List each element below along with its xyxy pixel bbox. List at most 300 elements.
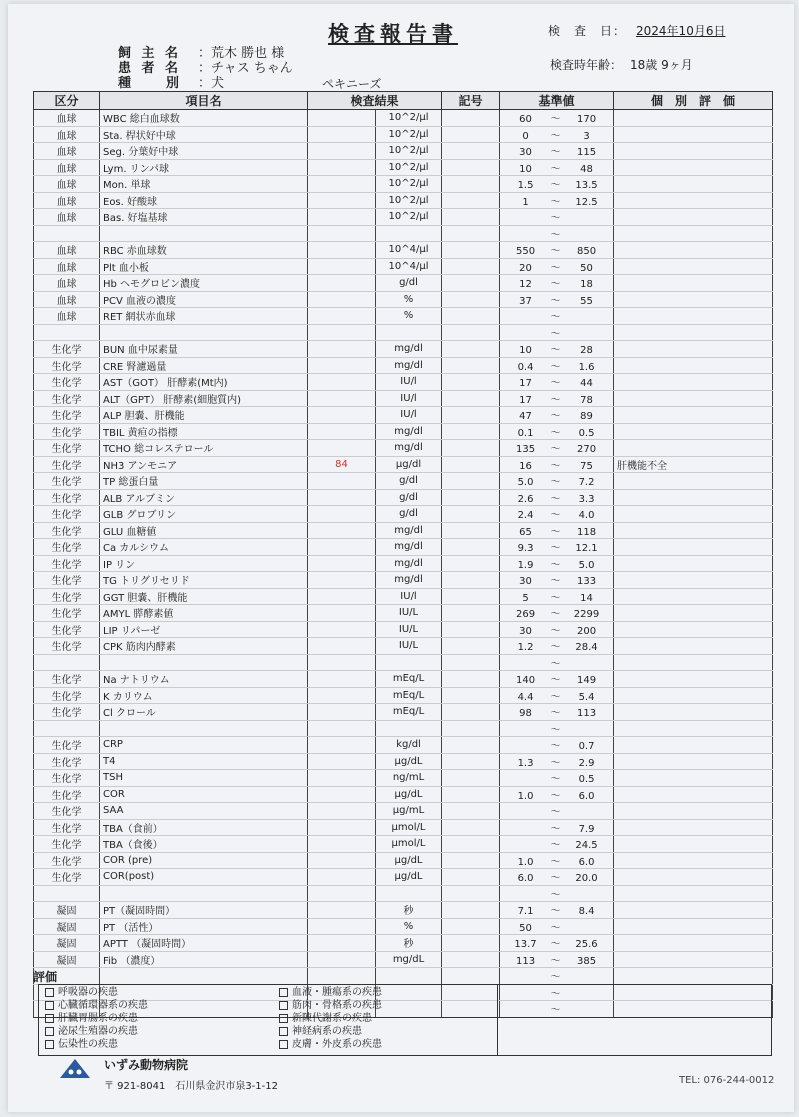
ref-high: 50 [580, 262, 593, 274]
checkbox-label: 筋肉・骨格系の疾患 [292, 1000, 382, 1011]
row-symbol [442, 522, 500, 539]
row-reference [500, 935, 614, 952]
row-reference [500, 522, 614, 539]
row-result [308, 110, 376, 127]
row-category: 血球 [34, 143, 100, 160]
row-result [308, 968, 376, 985]
row-symbol [442, 209, 500, 226]
row-reference [500, 671, 614, 688]
ref-high: 115 [576, 147, 597, 159]
row-category [34, 654, 100, 671]
row-category [34, 720, 100, 737]
ref-tilde: ～ [550, 345, 561, 357]
row-symbol [442, 341, 500, 358]
header-evaluation: 個 別 評 価 [614, 92, 773, 110]
ref-high: 133 [576, 576, 597, 588]
row-item [100, 720, 308, 737]
row-note [614, 720, 773, 737]
evaluation-checkbox-item[interactable] [45, 986, 267, 999]
ref-high: 44 [580, 378, 593, 390]
row-note [614, 539, 773, 556]
table-row [34, 885, 773, 902]
row-reference [500, 902, 614, 919]
row-result [308, 704, 376, 721]
row-item: LIP リパーゼ [100, 621, 308, 638]
row-reference [500, 506, 614, 523]
ref-low: 135 [515, 444, 536, 456]
row-result [308, 423, 376, 440]
row-note [614, 605, 773, 622]
ref-tilde: ～ [550, 609, 561, 621]
row-note [614, 374, 773, 391]
table-row [34, 836, 773, 853]
row-reference [500, 473, 614, 490]
row-category: 生化学 [34, 819, 100, 836]
ref-high: 2.9 [578, 757, 595, 769]
row-item: IP リン [100, 555, 308, 572]
row-reference [500, 126, 614, 143]
row-symbol [442, 225, 500, 242]
ref-tilde: ～ [550, 691, 561, 703]
row-note [614, 753, 773, 770]
row-result [308, 852, 376, 869]
row-reference [500, 869, 614, 886]
evaluation-checkbox-item[interactable] [279, 1025, 491, 1038]
table-row [34, 489, 773, 506]
row-item: PT （活性） [100, 918, 308, 935]
row-unit: IU/L [376, 605, 442, 622]
ref-tilde: ～ [550, 526, 561, 538]
checkbox-icon[interactable] [45, 1001, 54, 1010]
row-note [614, 951, 773, 968]
row-unit: μg/dl [376, 456, 442, 473]
row-result: 84 [308, 456, 376, 473]
row-unit: g/dl [376, 275, 442, 292]
header-symbol: 記号 [442, 92, 500, 110]
row-note [614, 473, 773, 490]
ref-high: 78 [580, 394, 593, 406]
checkbox-icon[interactable] [45, 1027, 54, 1036]
row-item: TBA（食後） [100, 836, 308, 853]
checkbox-label: 血液・腫瘍系の疾患 [292, 987, 382, 998]
row-result [308, 638, 376, 655]
ref-low: 30 [519, 147, 532, 159]
row-symbol [442, 588, 500, 605]
row-category: 凝固 [34, 951, 100, 968]
row-unit: g/dl [376, 489, 442, 506]
row-symbol [442, 506, 500, 523]
row-reference [500, 852, 614, 869]
ref-tilde: ～ [550, 328, 561, 340]
ref-high: 0.5 [578, 774, 595, 786]
row-unit: mg/dl [376, 572, 442, 589]
row-result [308, 885, 376, 902]
ref-tilde: ～ [550, 939, 561, 951]
row-symbol [442, 836, 500, 853]
ref-high: 3 [583, 130, 590, 142]
table-row [34, 918, 773, 935]
row-reference [500, 638, 614, 655]
checkbox-icon[interactable] [45, 1014, 54, 1023]
table-row [34, 951, 773, 968]
row-result [308, 572, 376, 589]
row-category [34, 225, 100, 242]
row-item: BUN 血中尿素量 [100, 341, 308, 358]
row-symbol [442, 918, 500, 935]
ref-tilde: ～ [550, 196, 561, 208]
evaluation-checkbox-item[interactable] [279, 1012, 491, 1025]
row-symbol [442, 968, 500, 985]
row-unit [376, 654, 442, 671]
ref-tilde: ～ [550, 510, 561, 522]
row-unit: mg/dl [376, 357, 442, 374]
table-row [34, 852, 773, 869]
evaluation-checkbox-item[interactable] [45, 1012, 267, 1025]
row-category: 生化学 [34, 687, 100, 704]
ref-tilde: ～ [550, 279, 561, 291]
table-row [34, 242, 773, 259]
ref-tilde: ～ [550, 180, 561, 192]
evaluation-checkbox-item[interactable] [45, 999, 267, 1012]
row-item: CPK 筋肉内酵素 [100, 638, 308, 655]
table-row [34, 192, 773, 209]
table-row [34, 555, 773, 572]
ref-low: 5.0 [517, 477, 534, 489]
exam-age-value: 18歳 9ヶ月 [630, 58, 693, 72]
evaluation-checkbox-item[interactable] [45, 1038, 267, 1051]
evaluation-notes [498, 985, 771, 1055]
row-category: 生化学 [34, 555, 100, 572]
ref-tilde: ～ [550, 295, 561, 307]
ref-high: 12.1 [575, 543, 598, 555]
clinic-name: いずみ動物病院 [104, 1058, 189, 1072]
ref-low: 550 [515, 246, 536, 258]
row-unit: mg/dl [376, 440, 442, 457]
clinic-address: 〒 921-8041 石川県金沢市泉3-1-12 [104, 1081, 278, 1092]
row-symbol [442, 671, 500, 688]
checkbox-icon[interactable] [279, 988, 288, 997]
table-row [34, 819, 773, 836]
row-symbol [442, 176, 500, 193]
row-note [614, 176, 773, 193]
ref-high: 7.2 [578, 477, 595, 489]
row-category: 生化学 [34, 588, 100, 605]
row-reference [500, 143, 614, 160]
table-row [34, 324, 773, 341]
ref-low: 47 [519, 411, 532, 423]
row-result [308, 374, 376, 391]
table-row [34, 225, 773, 242]
ref-high: 25.6 [575, 939, 598, 951]
checkbox-icon[interactable] [45, 988, 54, 997]
row-category: 生化学 [34, 522, 100, 539]
ref-tilde: ～ [550, 163, 561, 175]
row-reference [500, 819, 614, 836]
row-item: COR (pre) [100, 852, 308, 869]
row-unit: mEq/L [376, 671, 442, 688]
row-item: Plt 血小板 [100, 258, 308, 275]
row-item: CRE 腎濾過量 [100, 357, 308, 374]
row-reference [500, 605, 614, 622]
report-title: 検査報告書 [328, 22, 458, 46]
row-symbol [442, 456, 500, 473]
row-result [308, 720, 376, 737]
row-reference [500, 225, 614, 242]
table-row [34, 935, 773, 952]
row-item: RBC 赤血球数 [100, 242, 308, 259]
row-unit: 10^4/μl [376, 258, 442, 275]
row-symbol [442, 242, 500, 259]
row-note [614, 852, 773, 869]
row-category: 凝固 [34, 902, 100, 919]
row-reference [500, 176, 614, 193]
ref-high: 89 [580, 411, 593, 423]
ref-low: 12 [519, 279, 532, 291]
row-item: Na ナトリウム [100, 671, 308, 688]
row-symbol [442, 407, 500, 424]
checkbox-icon[interactable] [279, 1014, 288, 1023]
evaluation-column-2 [273, 985, 498, 1055]
table-row [34, 341, 773, 358]
ref-tilde: ～ [550, 790, 561, 802]
row-item [100, 968, 308, 985]
row-note [614, 258, 773, 275]
row-unit: % [376, 918, 442, 935]
table-row [34, 704, 773, 721]
row-result [308, 407, 376, 424]
row-category: 生化学 [34, 704, 100, 721]
ref-tilde: ～ [550, 906, 561, 918]
evaluation-checkbox-item[interactable] [45, 1025, 267, 1038]
row-result [308, 869, 376, 886]
ref-high: 0.7 [578, 741, 595, 753]
ref-tilde: ～ [550, 889, 561, 901]
row-category: 生化学 [34, 836, 100, 853]
ref-tilde: ～ [550, 807, 561, 819]
row-result [308, 275, 376, 292]
row-item: Fib （濃度） [100, 951, 308, 968]
ref-high: 0.5 [578, 427, 595, 439]
row-symbol [442, 159, 500, 176]
row-symbol [442, 770, 500, 787]
row-category: 生化学 [34, 423, 100, 440]
row-unit: ng/mL [376, 770, 442, 787]
ref-low: 17 [519, 394, 532, 406]
row-result [308, 918, 376, 935]
patient-label: 患 者 名 [118, 61, 182, 76]
ref-high: 6.0 [578, 790, 595, 802]
ref-tilde: ～ [550, 460, 561, 472]
header-item: 項目名 [100, 92, 308, 110]
evaluation-checkbox-item[interactable] [279, 999, 491, 1012]
ref-tilde: ～ [550, 361, 561, 373]
row-reference [500, 737, 614, 754]
row-result [308, 522, 376, 539]
ref-high: 55 [580, 295, 593, 307]
row-result [308, 473, 376, 490]
row-unit: kg/dl [376, 737, 442, 754]
ref-tilde: ～ [550, 741, 561, 753]
table-row [34, 572, 773, 589]
evaluation-checkbox-item[interactable] [279, 1038, 491, 1051]
ref-high: 6.0 [578, 856, 595, 868]
ref-high: 5.4 [578, 691, 595, 703]
row-item: TBIL 黄疸の指標 [100, 423, 308, 440]
row-category: 生化学 [34, 638, 100, 655]
results-table [33, 91, 773, 1018]
row-symbol [442, 572, 500, 589]
ref-high: 385 [576, 955, 597, 967]
row-reference [500, 720, 614, 737]
table-row [34, 803, 773, 820]
row-category: 血球 [34, 242, 100, 259]
row-result [308, 176, 376, 193]
ref-tilde: ～ [550, 147, 561, 159]
row-item: Cl クロール [100, 704, 308, 721]
row-result [308, 539, 376, 556]
ref-tilde: ～ [550, 774, 561, 786]
row-result [308, 209, 376, 226]
row-result [308, 621, 376, 638]
row-note [614, 902, 773, 919]
ref-low: 1.2 [517, 642, 534, 654]
row-item [100, 654, 308, 671]
ref-low: 9.3 [517, 543, 534, 555]
row-reference [500, 687, 614, 704]
row-unit: % [376, 308, 442, 325]
row-category: 血球 [34, 126, 100, 143]
ref-low: 4.4 [517, 691, 534, 703]
checkbox-icon[interactable] [279, 1027, 288, 1036]
row-unit: % [376, 291, 442, 308]
row-reference [500, 423, 614, 440]
row-category: 血球 [34, 291, 100, 308]
row-result [308, 159, 376, 176]
row-unit [376, 968, 442, 985]
table-row [34, 407, 773, 424]
ref-high: 75 [580, 460, 593, 472]
row-item: Sta. 桿状好中球 [100, 126, 308, 143]
row-result [308, 951, 376, 968]
row-unit: mg/dL [376, 951, 442, 968]
row-symbol [442, 786, 500, 803]
row-item: ALT（GPT） 肝酵素(細胞質内) [100, 390, 308, 407]
exam-date [548, 22, 725, 39]
ref-low: 20 [519, 262, 532, 274]
row-unit: g/dl [376, 506, 442, 523]
row-note [614, 423, 773, 440]
ref-high: 28 [580, 345, 593, 357]
row-result [308, 357, 376, 374]
row-reference [500, 918, 614, 935]
row-item: PT（凝固時間） [100, 902, 308, 919]
row-item: GGT 胆嚢、肝機能 [100, 588, 308, 605]
row-result [308, 291, 376, 308]
table-row [34, 539, 773, 556]
row-note [614, 588, 773, 605]
row-item: APTT （凝固時間） [100, 935, 308, 952]
ref-high: 170 [576, 114, 597, 126]
row-item: NH3 アンモニア [100, 456, 308, 473]
row-result [308, 687, 376, 704]
row-item: Mon. 単球 [100, 176, 308, 193]
row-reference [500, 159, 614, 176]
row-symbol [442, 110, 500, 127]
row-category: 生化学 [34, 489, 100, 506]
row-item [100, 225, 308, 242]
row-category: 生化学 [34, 803, 100, 820]
row-symbol [442, 885, 500, 902]
evaluation-checkbox-item[interactable] [279, 986, 491, 999]
row-unit [376, 225, 442, 242]
ref-tilde: ～ [550, 213, 561, 225]
row-category: 生化学 [34, 374, 100, 391]
row-unit: mg/dl [376, 423, 442, 440]
table-row [34, 902, 773, 919]
ref-tilde: ～ [550, 394, 561, 406]
row-note [614, 918, 773, 935]
row-note [614, 407, 773, 424]
row-note [614, 291, 773, 308]
row-item: SAA [100, 803, 308, 820]
ref-tilde: ～ [550, 708, 561, 720]
row-note [614, 110, 773, 127]
ref-high: 48 [580, 163, 593, 175]
row-item: ALB アルブミン [100, 489, 308, 506]
row-unit [376, 324, 442, 341]
ref-tilde: ～ [550, 312, 561, 324]
row-result [308, 737, 376, 754]
table-row [34, 357, 773, 374]
table-row [34, 291, 773, 308]
row-symbol [442, 291, 500, 308]
exam-age [550, 56, 693, 73]
row-symbol [442, 803, 500, 820]
row-unit: 10^2/μl [376, 192, 442, 209]
clinic-logo-icon [58, 1056, 92, 1080]
row-symbol [442, 275, 500, 292]
row-category: 血球 [34, 159, 100, 176]
row-note [614, 242, 773, 259]
checkbox-icon[interactable] [279, 1001, 288, 1010]
row-item: ALP 胆嚢、肝機能 [100, 407, 308, 424]
evaluation-column-1 [39, 985, 273, 1055]
row-result [308, 803, 376, 820]
checkbox-icon[interactable] [279, 1040, 288, 1049]
row-reference [500, 489, 614, 506]
row-symbol [442, 869, 500, 886]
table-row [34, 456, 773, 473]
ref-high: 5.0 [578, 559, 595, 571]
row-reference [500, 258, 614, 275]
row-item: Eos. 好酸球 [100, 192, 308, 209]
row-item: GLU 血糖値 [100, 522, 308, 539]
row-category: 生化学 [34, 390, 100, 407]
ref-tilde: ～ [550, 229, 561, 241]
row-unit: mg/dl [376, 341, 442, 358]
checkbox-label: 神経病系の疾患 [292, 1026, 362, 1037]
ref-high: 13.5 [575, 180, 598, 192]
row-result [308, 588, 376, 605]
row-note [614, 143, 773, 160]
row-reference [500, 621, 614, 638]
row-reference [500, 341, 614, 358]
ref-tilde: ～ [550, 988, 561, 1000]
row-symbol [442, 357, 500, 374]
checkbox-icon[interactable] [45, 1040, 54, 1049]
header-category: 区分 [34, 92, 100, 110]
row-item: Bas. 好塩基球 [100, 209, 308, 226]
